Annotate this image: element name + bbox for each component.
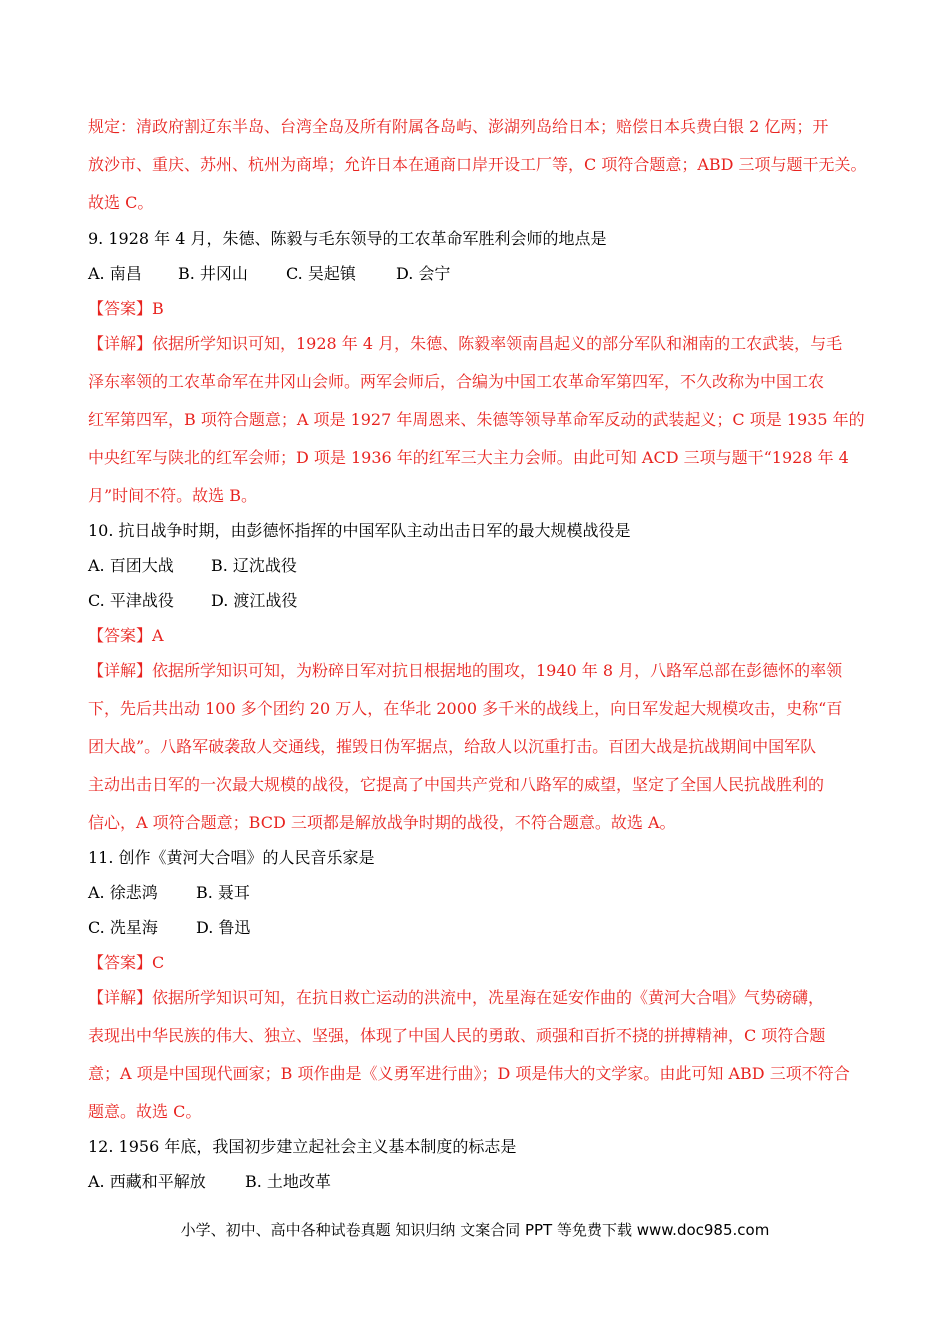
option-d: D. 渡江战役	[211, 591, 298, 610]
question-9-options	[88, 264, 878, 284]
explanation-line: 【详解】依据所学知识可知，1928 年 4 月，朱德、陈毅率领南昌起义的部分军队和湘南的工农武装，与毛	[88, 334, 843, 353]
option-b: B. 井冈山	[178, 264, 248, 283]
explanation-line: 【详解】依据所学知识可知，在抗日救亡运动的洪流中，冼星海在延安作曲的《黄河大合唱》气势磅礴，	[88, 988, 825, 1007]
question-10-options-row1	[88, 556, 878, 576]
explanation-line: 表现出中华民族的伟大、独立、坚强，体现了中国人民的勇敢、顽强和百折不挠的拼搏精神，C 项符合题	[88, 1026, 826, 1045]
answer-label: 【答案】B	[88, 299, 164, 318]
question-10-options-row2	[88, 591, 878, 611]
explanation-line: 规定：清政府割辽东半岛、台湾全岛及所有附属各岛屿、澎湖列岛给日本；赔偿日本兵费白银 2 亿两；开	[88, 117, 829, 136]
option-b: B. 土地改革	[245, 1172, 331, 1191]
question-9: 9. 1928 年 4 月，朱德、陈毅与毛东领导的工农革命军胜利会师的地点是	[88, 229, 607, 248]
option-d: D. 鲁迅	[196, 918, 251, 937]
option-b: B. 辽沈战役	[211, 556, 297, 575]
explanation-line: 下，先后共出动 100 多个团约 20 万人，在华北 2000 多千米的战线上，向日军发起大规模攻击，史称“百	[88, 699, 843, 718]
option-d: D. 会宁	[396, 264, 451, 283]
explanation-line: 泽东率领的工农革命军在井冈山会师。两军会师后，合编为中国工农革命军第四军，不久改称为中国工农	[88, 372, 825, 391]
explanation-line: 团大战”。八路军破袭敌人交通线，摧毁日伪军据点，给敌人以沉重打击。百团大战是抗战期间中国军队	[88, 737, 817, 756]
explanation-line: 主动出击日军的一次最大规模的战役，它提高了中国共产党和八路军的威望，坚定了全国人民抗战胜利的	[88, 775, 825, 794]
question-10: 10. 抗日战争时期，由彭德怀指挥的中国军队主动出击日军的最大规模战役是	[88, 521, 631, 540]
option-c: C. 吴起镇	[286, 264, 356, 283]
explanation-line: 月”时间不符。故选 B。	[88, 486, 258, 505]
explanation-line: 中央红军与陕北的红军会师；D 项是 1936 年的红军三大主力会师。由此可知 ACD 三项与题干“1928 年 4	[88, 448, 849, 467]
question-12-options	[88, 1172, 878, 1192]
answer-label: 【答案】C	[88, 953, 165, 972]
option-a: A. 百团大战	[88, 556, 174, 575]
explanation-line: 题意。故选 C。	[88, 1102, 202, 1121]
option-c: C. 冼星海	[88, 918, 158, 937]
explanation-line: 【详解】依据所学知识可知，为粉碎日军对抗日根据地的围攻，1940 年 8 月，八路军总部在彭德怀的率领	[88, 661, 843, 680]
explanation-line: 意；A 项是中国现代画家；B 项作曲是《义勇军进行曲》；D 项是伟大的文学家。由此可知 ABD 三项不符合	[88, 1064, 850, 1083]
explanation-line: 红军第四军，B 项符合题意；A 项是 1927 年周恩来、朱德等领导革命军反动的武装起义；C 项是 1935 年的	[88, 410, 865, 429]
option-a: A. 西藏和平解放	[88, 1172, 206, 1191]
page-footer: 小学、初中、高中各种试卷真题 知识归纳 文案合同 PPT 等免费下载 www.doc985.com	[180, 1221, 770, 1239]
question-11-options-row2	[88, 918, 878, 938]
explanation-line: 信心，A 项符合题意；BCD 三项都是解放战争时期的战役，不符合题意。故选 A。	[88, 813, 676, 832]
option-b: B. 聂耳	[196, 883, 250, 902]
option-a: A. 南昌	[88, 264, 142, 283]
option-c: C. 平津战役	[88, 591, 174, 610]
option-a: A. 徐悲鸿	[88, 883, 158, 902]
question-12: 12. 1956 年底，我国初步建立起社会主义基本制度的标志是	[88, 1137, 517, 1156]
question-11-options-row1	[88, 883, 878, 903]
explanation-line: 故选 C。	[88, 193, 154, 212]
explanation-line: 放沙市、重庆、苏州、杭州为商埠；允许日本在通商口岸开设工厂等，C 项符合题意；ABD 三项与题干无关。	[88, 155, 867, 174]
answer-label: 【答案】A	[88, 626, 164, 645]
question-11: 11. 创作《黄河大合唱》的人民音乐家是	[88, 848, 375, 867]
